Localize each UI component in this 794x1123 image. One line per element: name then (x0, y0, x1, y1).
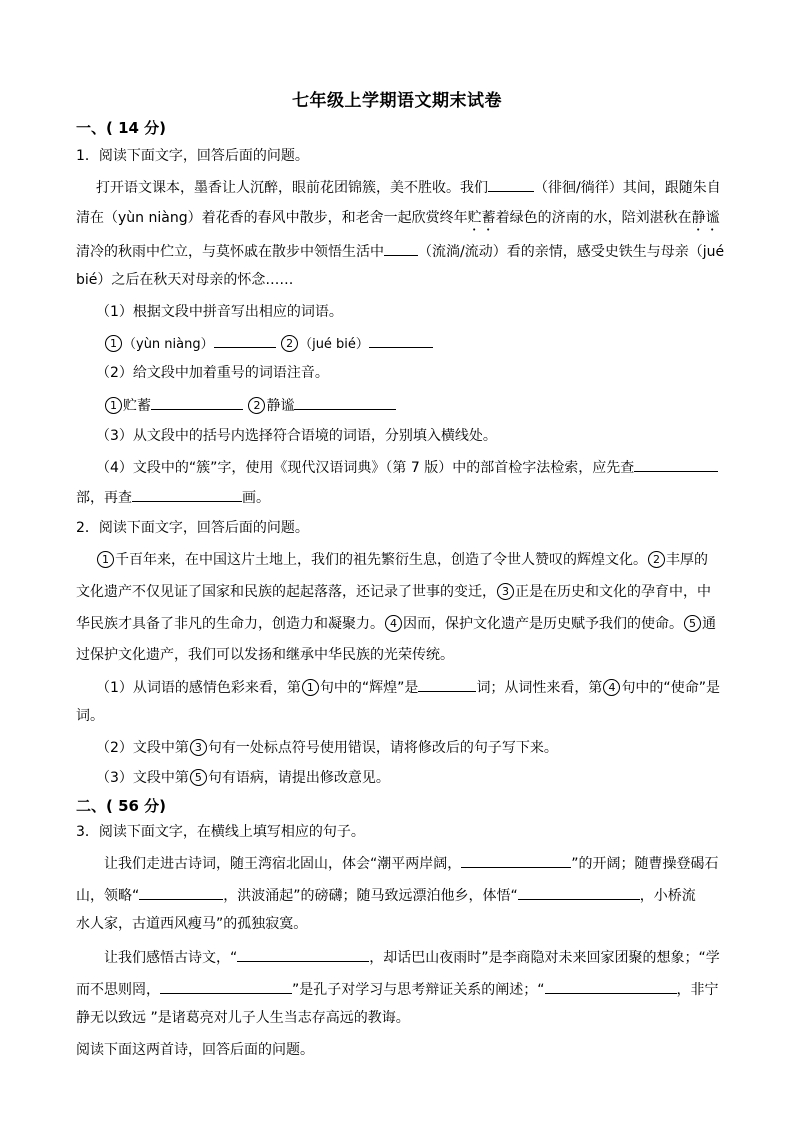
q3-line-5: 而不思则罔， ”是孔子对学习与思考辩证关系的阐述；“ ，非宁 (76, 978, 748, 1000)
q3-blank-6[interactable] (545, 978, 677, 994)
q1-blank-2[interactable] (384, 240, 418, 256)
q1-sub-2: （2）给文段中加着重号的词语注音。 (96, 365, 329, 381)
q2-passage-line-3: 华民族才具备了非凡的生命力，创造力和凝聚力。 4 因而，保护文化遗产是历史赋予我们的使命。 5 通 (76, 616, 716, 632)
q3-blank-5[interactable] (160, 978, 292, 994)
section-2-heading: 二、( 56 分) (76, 797, 167, 815)
q2-passage-line-2: 文化遗产不仅见证了国家和民族的起起落落，还记录了世事的变迁， 3 正是在历史和文化的孕育中，中 (76, 584, 711, 600)
q2-stem: 2．阅读下面文字，回答后面的问题。 (76, 520, 309, 536)
q1-passage-line-1: 打开语文课本，墨香让人沉醉，眼前花团锦簇，美不胜收。我们 （徘徊/徜徉）其间，跟随朱自 (96, 176, 748, 198)
circled-number: 4 (385, 615, 402, 632)
q3-line-4: 让我们感悟古诗文，“ ，却话巴山夜雨时”是李商隐对未来回家团聚的想象；“学 (104, 946, 748, 968)
q1-passage-line-4: bié）之后在秋天对母亲的怀念…… (76, 272, 294, 288)
q1-answer-blank-strokes[interactable] (132, 486, 242, 502)
q1-sub-4-cont: 部，再查 画。 (76, 486, 748, 508)
circled-number: 2 (248, 397, 265, 414)
q3-blank-3[interactable] (518, 884, 640, 900)
circled-number: 3 (190, 739, 207, 756)
q1-sub-4: （4）文段中的“簇”字，使用《现代汉语词典》（第 7 版）中的部首检字法检索，应先查 (96, 456, 748, 478)
q1-sub-1: （1）根据文段中拼音写出相应的词语。 (96, 304, 343, 320)
q3-blank-4[interactable] (237, 946, 369, 962)
circled-number: 1 (105, 335, 122, 352)
q1-blank-1[interactable] (488, 176, 534, 192)
q1-answer-blank-jingmi[interactable] (294, 394, 396, 410)
circled-number: 4 (603, 679, 620, 696)
q1-answer-blank-radical[interactable] (634, 456, 718, 472)
q1-sub-1-answers: 1 （yùn niàng） 2 （jué bié） (104, 332, 748, 355)
q3-blank-1[interactable] (461, 852, 571, 868)
q1-answer-blank-juebie[interactable] (369, 332, 433, 348)
circled-number: 1 (97, 551, 114, 568)
q3-line-3: 水人家，古道西风瘦马”的孤独寂寞。 (76, 916, 308, 932)
q3-line-1: 让我们走进古诗词，随王湾宿北固山，体会“潮平两岸阔， ”的开阔；随曹操登碣石 (104, 852, 748, 874)
circled-number: 2 (648, 551, 665, 568)
circled-number: 5 (684, 615, 701, 632)
circled-number: 5 (190, 769, 207, 786)
q3-line-7: 阅读下面这两首诗，回答后面的问题。 (76, 1042, 314, 1058)
q1-passage-line-2: 清在（yùn niàng）着花香的春风中散步，和老舍一起欣赏终年贮蓄着绿色的济南的水，陪刘湛秋在静谧 (76, 210, 720, 226)
exam-title: 七年级上学期语文期末试卷 (292, 91, 502, 111)
circled-number: 1 (105, 397, 122, 414)
q1-stem: 1．阅读下面文字，回答后面的问题。 (76, 148, 309, 164)
circled-number: 2 (281, 335, 298, 352)
q2-passage-line-4: 过保护文化遗产，我们可以发扬和继承中华民族的光荣传统。 (76, 647, 454, 663)
q3-line-6: 静无以致远 ”是诸葛亮对儿子人生当志存高远的教诲。 (76, 1010, 410, 1026)
q2-sub-1-cont: 词。 (76, 708, 104, 724)
q1-answer-blank-yunniang[interactable] (214, 332, 276, 348)
q2-answer-blank-1[interactable] (418, 676, 476, 692)
circled-number: 1 (302, 679, 319, 696)
q3-blank-2[interactable] (139, 884, 223, 900)
q3-stem: 3．阅读下面文字，在横线上填写相应的句子。 (76, 824, 365, 840)
q1-answer-blank-zhuxu[interactable] (151, 394, 243, 410)
q2-sub-1: （1）从词语的感情色彩来看，第 1 句中的“辉煌”是 词；从词性来看，第 4 句中的“使命”是 (96, 676, 748, 698)
q1-sub-3: （3）从文段中的括号内选择符合语境的词语，分别填入横线处。 (96, 428, 497, 444)
q2-sub-2: （2）文段中第 3 句有一处标点符号使用错误，请将修改后的句子写下来。 (96, 740, 558, 756)
q1-passage-line-3: 清冷的秋雨中伫立，与莫怀戚在散步中领悟生活中 （流淌/流动）看的亲情，感受史铁生与母亲（jué (76, 240, 748, 262)
q2-passage-line-1: 1 千百年来，在中国这片土地上，我们的祖先繁衍生息，创造了令世人赞叹的辉煌文化。 2 丰厚的 (96, 550, 748, 570)
section-1-heading: 一、( 14 分) (76, 119, 167, 137)
circled-number: 3 (497, 583, 514, 600)
q2-sub-3: （3）文段中第 5 句有语病，请提出修改意见。 (96, 770, 390, 786)
q3-line-2: 山，领略“ ，洪波涌起”的磅礴；随马致远漂泊他乡，体悟“ ，小桥流 (76, 884, 748, 906)
q1-sub-2-answers: 1 贮蓄 2 静谧 (104, 394, 748, 416)
